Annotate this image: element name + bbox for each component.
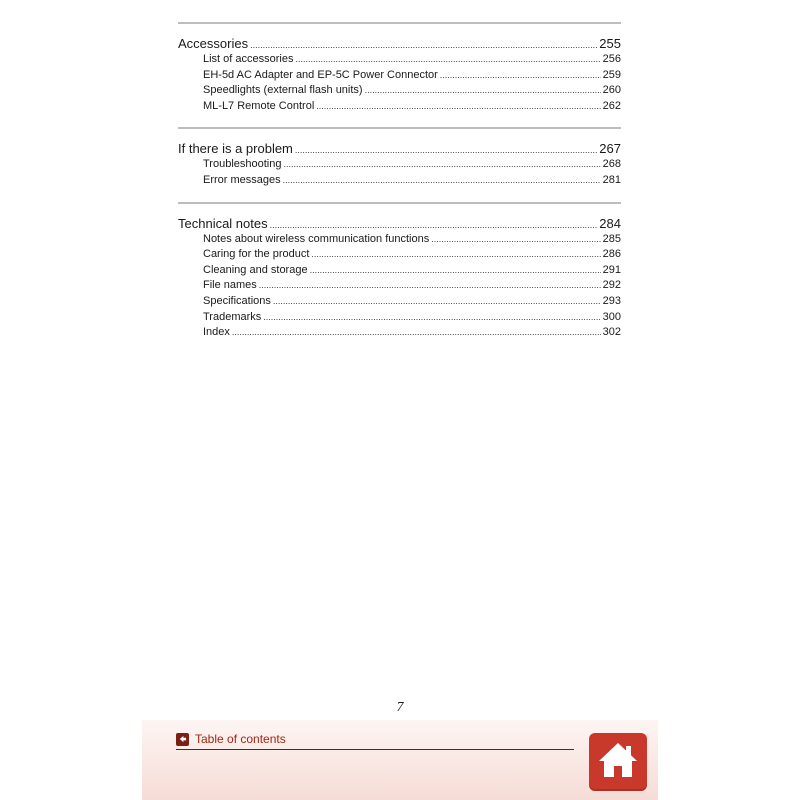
home-icon [597,740,639,785]
toc-entry-label: Notes about wireless communication functions [203,232,430,245]
leader-dots [263,310,600,326]
footer-divider [176,749,574,750]
toc-entry-label: Specifications [203,294,271,307]
toc-section-accessories [178,22,621,114]
toc-page-number: 302 [602,326,621,339]
toc-entry[interactable] [178,83,621,99]
toc-heading-label: Technical notes [178,215,268,231]
toc-entry[interactable] [178,68,621,84]
table-of-contents [178,22,621,354]
return-arrow-icon [176,733,189,746]
toc-entry-label: File names [203,279,257,292]
toc-entry-label: Troubleshooting [203,158,282,171]
toc-page-number: 291 [602,263,621,276]
toc-page-number: 300 [602,310,621,323]
toc-page-number: 267 [599,141,621,157]
toc-heading-label: Accessories [178,36,249,51]
toc-entry[interactable] [178,263,621,279]
leader-dots [316,99,600,115]
toc-entry-label: Index [203,326,230,339]
toc-page-number: 260 [602,84,621,97]
toc-heading[interactable] [178,140,621,157]
toc-page-number: 268 [602,158,621,171]
leader-dots [283,157,600,173]
toc-entry[interactable] [178,278,621,294]
toc-entry-label: EH-5d AC Adapter and EP-5C Power Connector [203,68,438,81]
toc-entry-label: ML-L7 Remote Control [203,99,315,112]
footer-bar [142,720,658,800]
leader-dots [310,263,601,279]
toc-section-problem [178,127,621,188]
leader-dots [431,232,600,248]
toc-page-number: 281 [602,173,621,186]
toc-heading-label: If there is a problem [178,141,293,157]
toc-entry[interactable] [178,325,621,341]
toc-heading[interactable] [178,35,621,52]
table-of-contents-label: Table of contents [195,732,286,746]
leader-dots [295,52,600,68]
home-button[interactable] [589,733,647,791]
toc-entry[interactable] [178,247,621,263]
leader-dots [259,278,601,294]
toc-section-technical [178,202,621,341]
toc-page-number: 284 [599,215,621,231]
toc-page-number: 262 [602,99,621,112]
toc-entry[interactable] [178,173,621,189]
toc-entry[interactable] [178,52,621,68]
leader-dots [273,294,601,310]
leader-dots [232,325,601,341]
toc-entry[interactable] [178,294,621,310]
toc-page-number: 285 [602,232,621,245]
toc-entry[interactable] [178,99,621,115]
leader-dots [440,68,601,84]
table-of-contents-link[interactable] [176,732,286,746]
toc-entry-label: Caring for the product [203,248,310,261]
toc-entry-label: Trademarks [203,310,262,323]
toc-heading[interactable] [178,215,621,232]
toc-entry[interactable] [178,310,621,326]
leader-dots [365,83,601,99]
toc-entry-label: List of accessories [203,53,294,65]
toc-entry[interactable] [178,232,621,248]
toc-page-number: 259 [602,68,621,81]
toc-page-number: 256 [602,53,621,65]
leader-dots [311,247,600,263]
toc-entry-label: Speedlights (external flash units) [203,84,363,97]
toc-page-number: 255 [599,36,621,51]
toc-page-number: 286 [602,248,621,261]
toc-entry[interactable] [178,157,621,173]
toc-entry-label: Cleaning and storage [203,263,308,276]
page-number: 7 [396,700,404,715]
toc-entry-label: Error messages [203,173,281,186]
toc-page-number: 293 [602,294,621,307]
toc-page-number: 292 [602,279,621,292]
leader-dots [283,173,601,189]
